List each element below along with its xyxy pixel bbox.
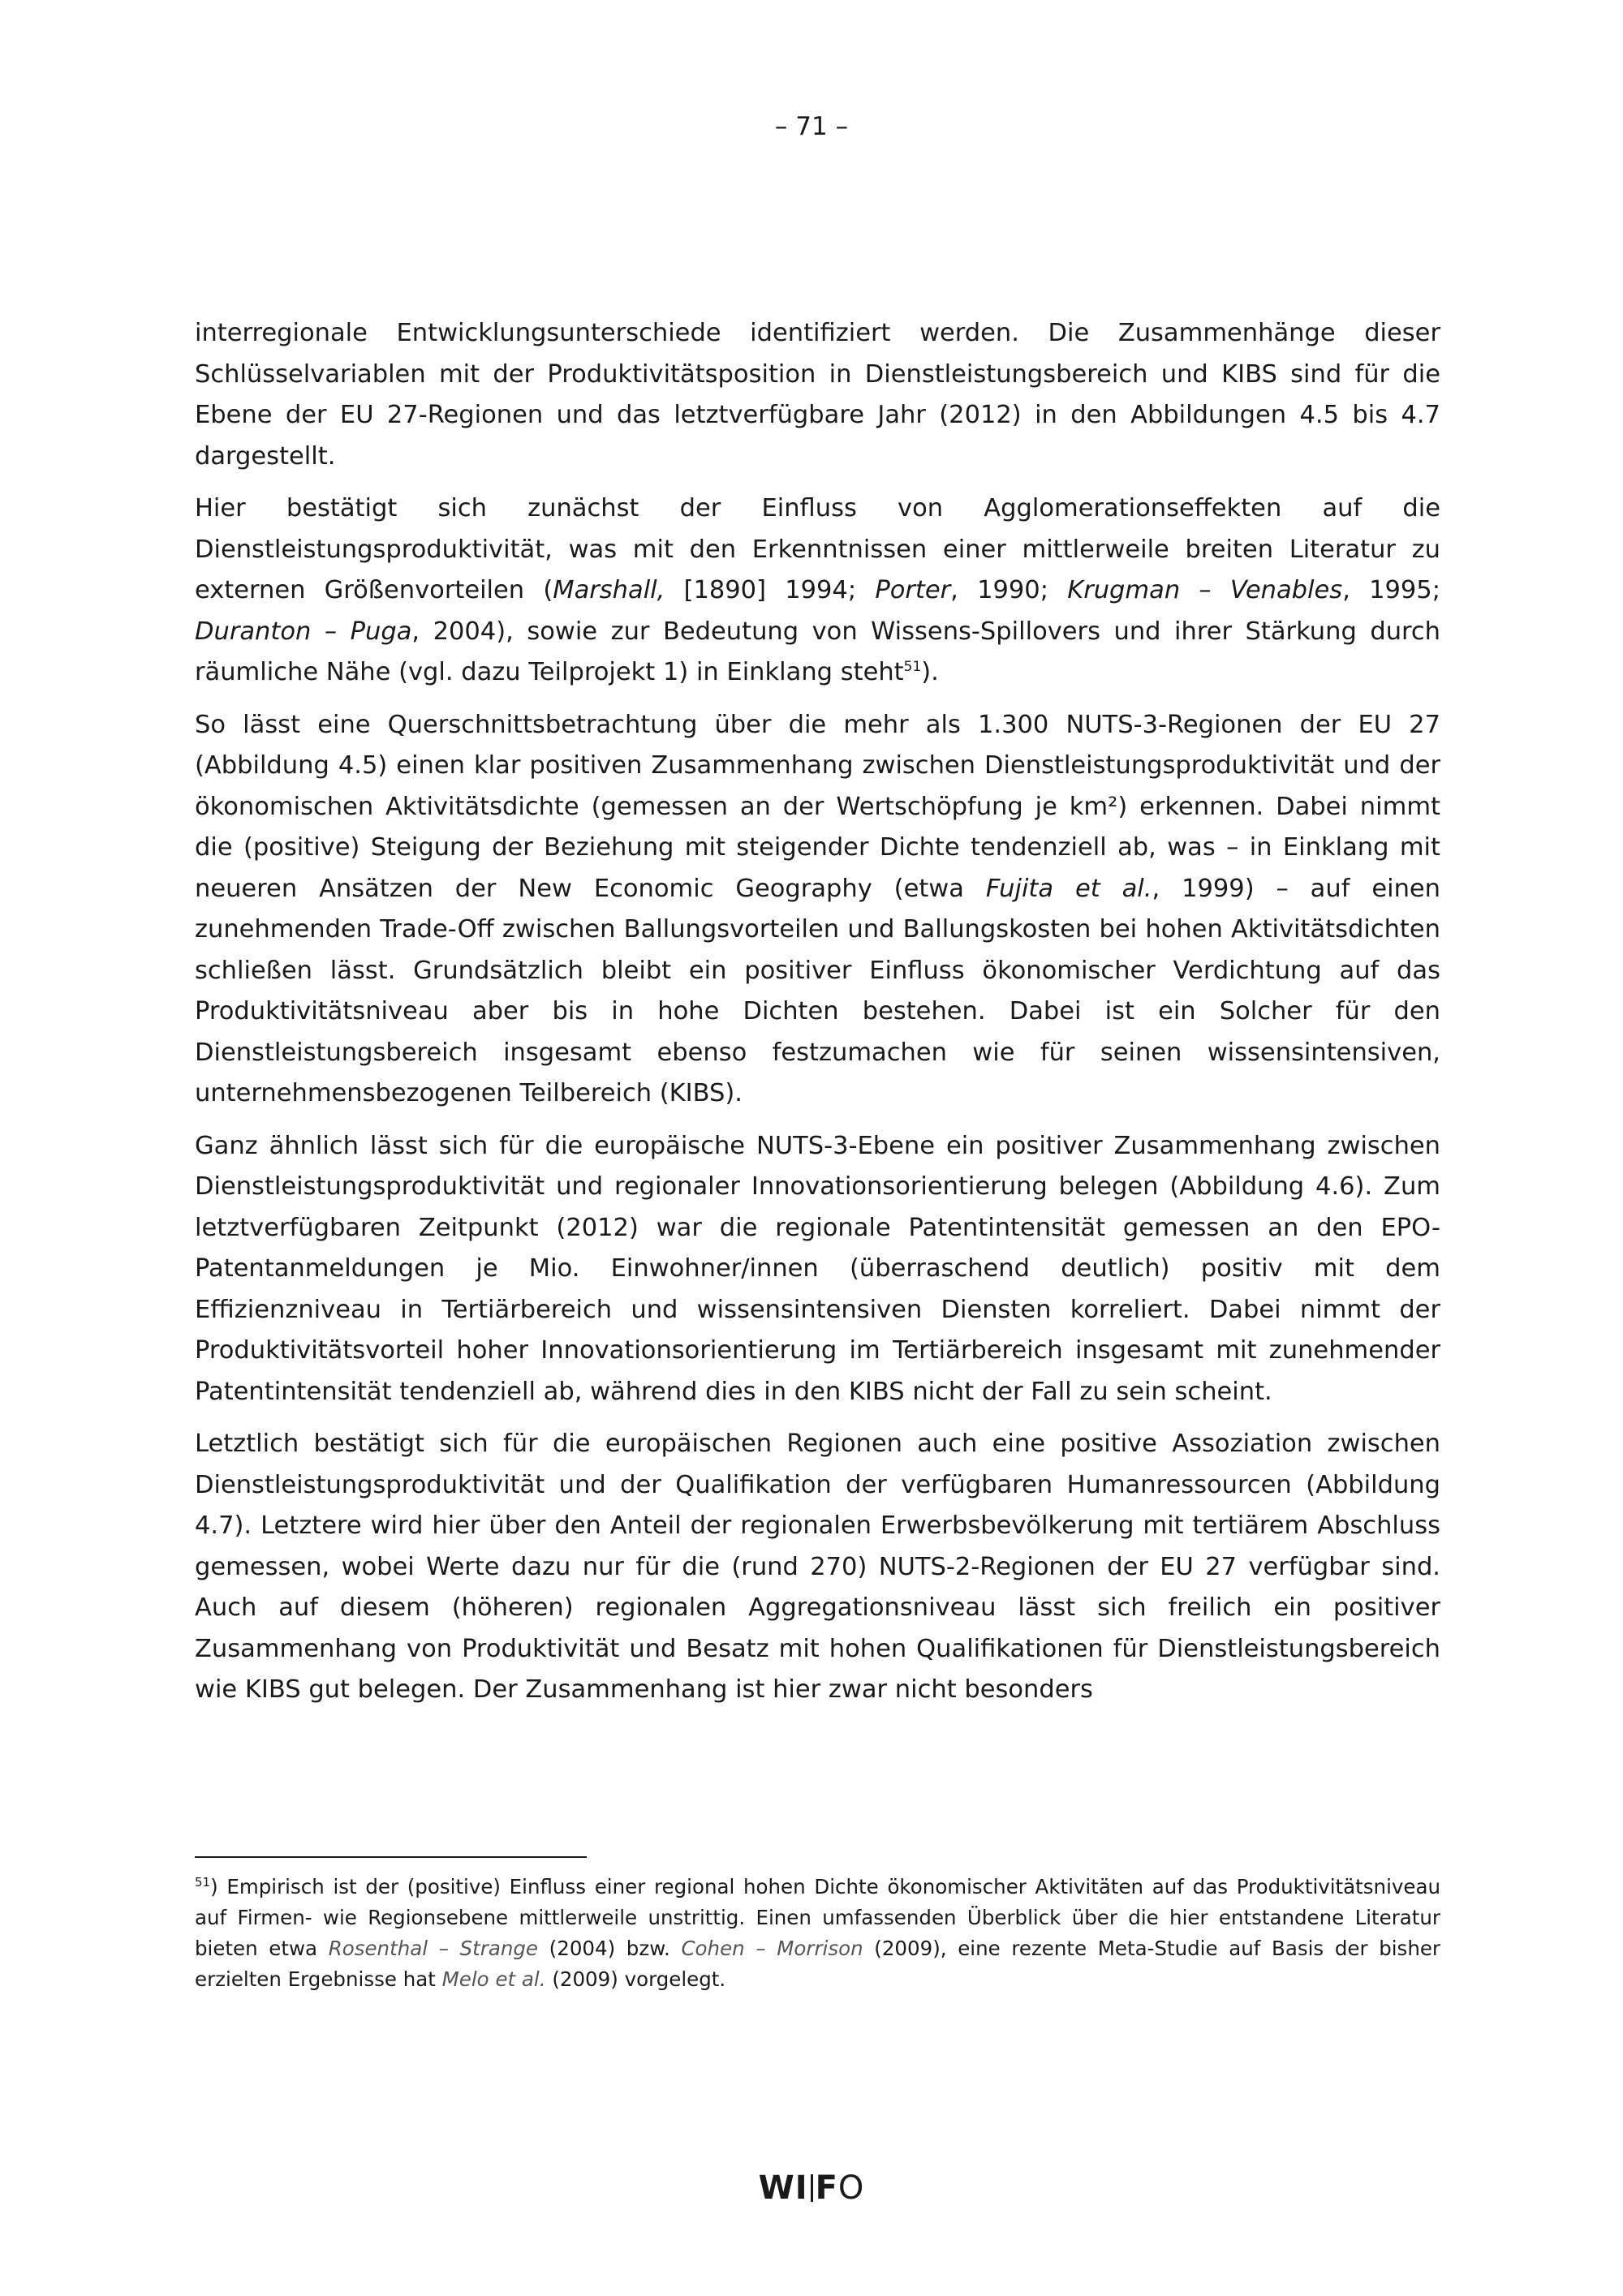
paragraph-4: Ganz ähnlich lässt sich für die europäische NUTS-3-Ebene ein positiver Zusammenhang zwischen Dienstleistungsproduktivität und regionaler Innovationsorientierung belegen (Abbildung 4.6). Zum letztverfügbaren Zeitpunkt (2012) war die regionale Patentintensität gemessen an den EPO-Patentanmeldungen je Mio. Einwohner/innen (überraschend deutlich) positiv mit dem Effizienzniveau in Tertiärbereich und wissensintensiven Diensten korreliert. Dabei nimmt der Produktivitätsvorteil hoher Innovationsorientierung im Tertiärbereich insgesamt mit zunehmender Patentintensität tendenziell ab, während dies in den KIBS nicht der Fall zu sein scheint. [195,1131,1440,1406]
paragraph-3-text-a: So lässt eine Querschnittsbetrachtung über die mehr als 1.300 NUTS-3-Regionen der EU 27 (Abbildung 4.5) einen klar positiven Zusammenhang zwischen Dienstleistungsproduktivität und der ökonomischen Aktivitätsdichte (gemessen an der Wertschöpfung je km²) erkennen. Dabei nimmt die (positive) Steigung der Beziehung mit steigender Dichte tendenziell ab, was – in Einklang mit neueren Ansätzen der New Economic Geography (etwa [195,710,1440,903]
logo-bar [811,2174,813,2202]
citation-marshall: Marshall, [553,576,665,604]
footnote-text-a: ) Empirisch ist der (positive) Einfluss einer regional hohen Dichte ökonomischer Aktivitäten auf das Produktivitätsniveau auf Firmen- wie Regionsebene mittlerweile unstrittig. Einen umfassenden Überblick über die hier entstandene Literatur bieten etwa [195,1875,1440,1960]
paragraph-2-text-e: , 2004), sowie zur Bedeutung von Wissens-Spillovers und ihrer Stärkung durch räumliche Nähe (vgl. dazu Teilprojekt 1) in Einklang steht [195,617,1440,686]
paragraph-3-text-b: , 1999) – auf einen zunehmenden Trade-Off zwischen Ballungsvorteilen und Ballungskosten bei hohen Aktivitätsdichten schließen lässt. Grundsätzlich bleibt ein positiver Einfluss ökonomischer Verdichtung auf das Produktivitätsniveau aber bis in hohe Dichten bestehen. Dabei ist ein Solcher für den Dienstleistungsbereich insgesamt ebenso festzumachen wie für seinen wissensintensiven, unternehmensbezogenen Teilbereich (KIBS). [195,874,1441,1107]
citation-fujita: Fujita et al. [985,874,1152,903]
logo-part-f: F [815,2169,838,2207]
footnote-text-b: (2004) bzw. [538,1937,682,1960]
citation-duranton-puga: Duranton – Puga [195,617,412,646]
citation-porter: Porter [875,576,951,604]
paragraph-2-text-d: , 1995; [1342,576,1440,604]
wifo-logo [0,2169,1623,2207]
footnote [195,1872,1440,1995]
paragraph-5: Letztlich bestätigt sich für die europäischen Regionen auch eine positive Assoziation zwischen Dienstleistungsproduktivität und der Qualifikation der verfügbaren Humanressourcen (Abbildung 4.7). Letztere wird hier über den Anteil der regionalen Erwerbsbevölkerung mit tertiärem Abschluss gemessen, wobei Werte dazu nur für die (rund 270) NUTS-2-Regionen der EU 27 verfügbar sind. Auch auf diesem (höheren) regionalen Aggregationsniveau lässt sich freilich ein positiver Zusammenhang von Produktivität und Besatz mit hohen Qualifikationen für Dienstleistungsbereich wie KIBS gut belegen. Der Zusammenhang ist hier zwar nicht besonders [195,1430,1440,1704]
logo-part-o: O [837,2169,865,2207]
paragraph-1: interregionale Entwicklungsunterschiede identifiziert werden. Die Zusammenhänge dieser Schlüsselvariablen mit der Produktivitätsposition in Dienstleistungsbereich und KIBS sind für die Ebene der EU 27-Regionen und das letztverfügbare Jahr (2012) in den Abbildungen 4.5 bis 4.7 dargestellt. [195,319,1440,471]
citation-melo: Melo et al. [441,1967,546,1991]
footnote-separator [195,1856,587,1858]
footnote-text-d: (2009) vorgelegt. [545,1967,726,1991]
footnote-reference: 51 [903,658,922,675]
footnote-number: 51 [195,1874,211,1890]
footnote-text-c: (2009), eine rezente Meta-Studie auf Basis der bisher erzielten Ergebnisse hat [195,1937,1440,1991]
page-number: – 71 – [774,112,849,141]
body-text [195,313,1440,1722]
paragraph-2-text-c: , 1990; [950,576,1068,604]
paragraph-2-text-f: ). [921,658,939,686]
logo-part-wi: WI [758,2169,808,2207]
paragraph-2-text-a: Hier bestätigt sich zunächst der Einfluss von Agglomerationseffekten auf die Dienstleistungsproduktivität, was mit den Erkenntnissen einer mittlerweile breiten Literatur zu externen Größenvorteilen ( [195,494,1440,604]
paragraph-3 [195,705,1440,1115]
paragraph-2-text-b: [1890] 1994; [665,576,876,604]
citation-krugman-venables: Krugman – Venables [1067,576,1343,604]
citation-rosenthal-strange: Rosenthal – Strange [328,1937,539,1960]
citation-cohen-morrison: Cohen – Morrison [681,1937,863,1960]
paragraph-2 [195,488,1440,694]
